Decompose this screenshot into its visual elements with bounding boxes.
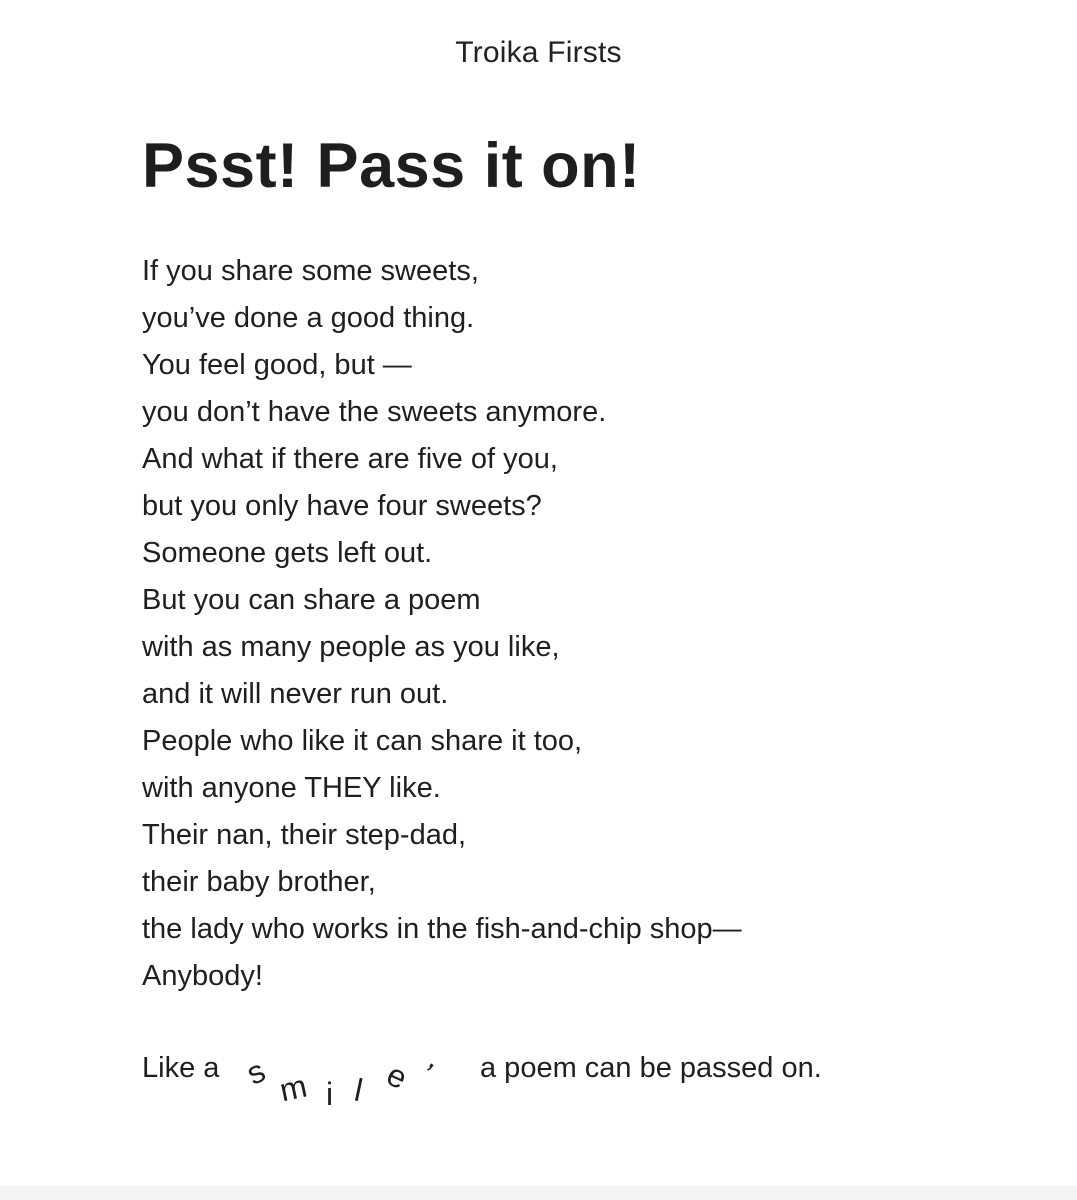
poem-line: the lady who works in the fish-and-chip shop—: [142, 913, 742, 945]
page-bottom-edge: [0, 1186, 1077, 1200]
poem-line: But you can share a poem: [142, 584, 481, 616]
series-header: Troika Firsts: [455, 36, 622, 69]
poem-line: Someone gets left out.: [142, 537, 433, 569]
poem-line: Anybody!: [142, 960, 263, 992]
poem-line: If you share some sweets,: [142, 255, 479, 287]
smile-letter: s: [240, 1052, 271, 1092]
poem-body: [142, 248, 742, 1000]
poem-line: and it will never run out.: [142, 678, 449, 710]
poem-line: People who like it can share it too,: [142, 725, 583, 757]
curved-smile-word: [240, 1040, 452, 1116]
closing-before-text: Like a: [142, 1052, 220, 1084]
poem-title: Psst! Pass it on!: [142, 131, 641, 201]
smile-letter: l: [351, 1071, 366, 1109]
closing-after-text: a poem can be passed on.: [480, 1052, 822, 1084]
poem-line: their baby brother,: [142, 866, 376, 898]
poem-line: you’ve done a good thing.: [142, 302, 475, 334]
smile-letter: e: [381, 1055, 413, 1097]
poem-line: with anyone THEY like.: [142, 772, 441, 804]
poem-line: And what if there are five of you,: [142, 443, 558, 475]
smile-letter: ,: [422, 1040, 451, 1076]
poem-line: with as many people as you like,: [142, 631, 560, 663]
closing-line: [142, 1040, 1042, 1112]
poem-line: but you only have four sweets?: [142, 490, 542, 522]
poem-line: Their nan, their step-dad,: [142, 819, 467, 851]
smile-letter: i: [326, 1076, 334, 1112]
smile-letter: m: [276, 1067, 311, 1109]
poem-line: you don’t have the sweets anymore.: [142, 396, 607, 428]
poem-line: You feel good, but —: [142, 349, 412, 381]
